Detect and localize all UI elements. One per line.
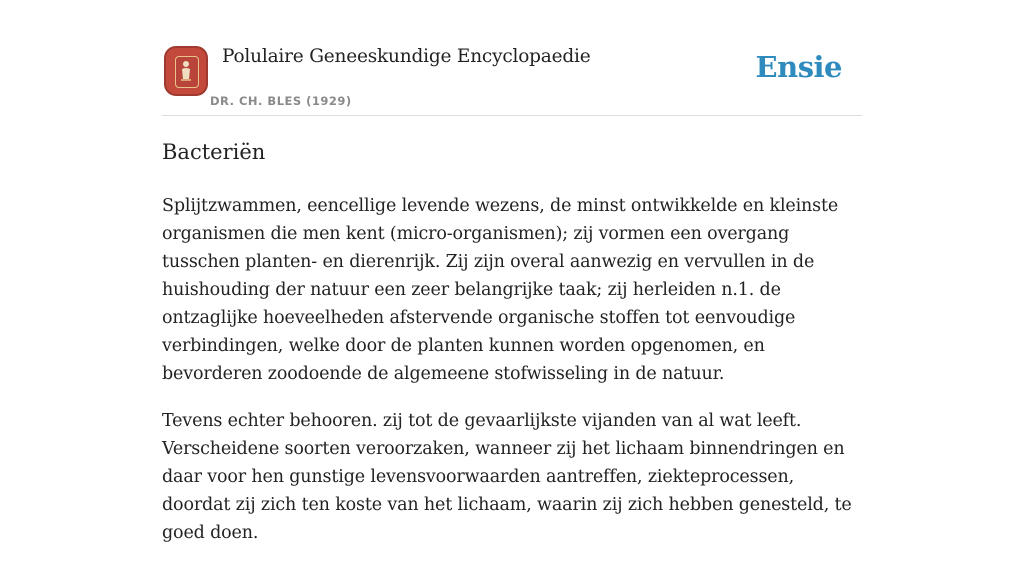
article-title: Bacteriën bbox=[162, 140, 266, 164]
article-paragraph: Tevens echter behooren. zij tot de gevaarlijkste vijanden van al wat leeft. Verscheidene soorten veroorzaken, wanneer zij het lichaam binnendringen en daar voor hen gunstige levensvoorwaarden aantreffen, ziekteprocessen, doordat zij zich ten koste van het lichaam, waarin zij zich hebben genesteld, te goed doen. bbox=[162, 411, 852, 543]
article-body bbox=[162, 192, 862, 566]
cover-figure-icon bbox=[177, 59, 195, 83]
book-cover-icon[interactable] bbox=[164, 46, 208, 96]
header bbox=[162, 40, 862, 116]
publication-title[interactable]: Polulaire Geneeskundige Encyclopaedie bbox=[222, 46, 591, 67]
article-paragraph: Splijtzwammen, eencellige levende wezens, de minst ontwikkelde en kleinste organismen die men kent (micro-organismen); zij vormen een overgang tusschen planten- en dierenrijk. Zij zijn overal aanwezig en vervullen in de huishouding der natuur een zeer belangrijke taak; zij herleiden n.1. de ontzaglijke hoeveelheden afstervende organische stoffen tot eenvoudige verbindingen, welke door de planten kunnen worden opgenomen, en bevorderen zoodoende de algemeene stofwisseling in de natuur. bbox=[162, 196, 839, 384]
brand-logo[interactable]: Ensie bbox=[755, 50, 842, 84]
author-label: DR. CH. BLES (1929) bbox=[210, 94, 352, 108]
